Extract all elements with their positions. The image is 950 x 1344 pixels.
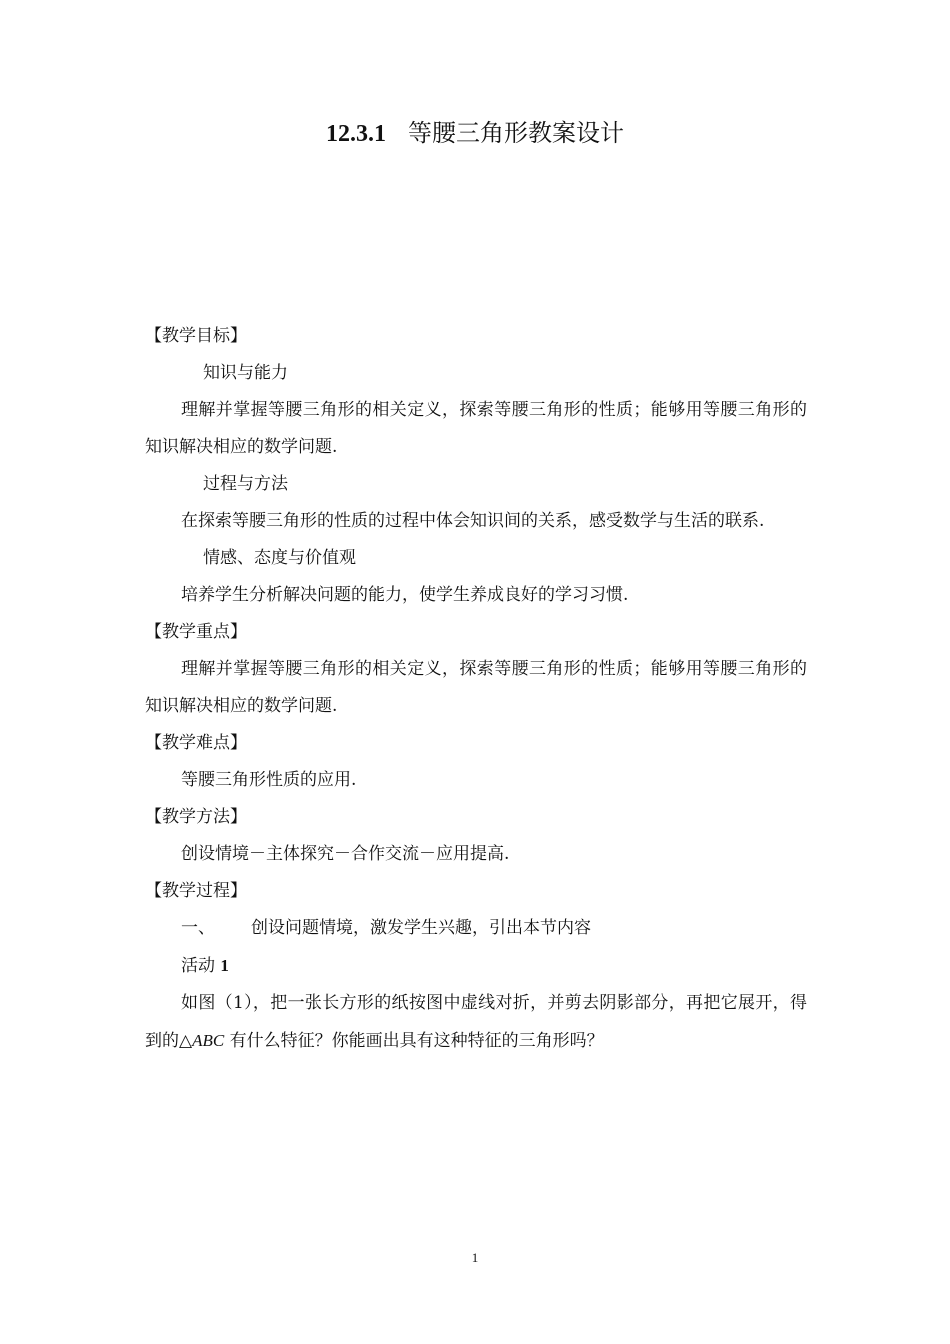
- method-paragraph: 创设情境－主体探究－合作交流－应用提高.: [181, 844, 510, 864]
- process-subheading: 过程与方法: [203, 474, 288, 494]
- activity-text-a: 如图（1），把一张长方形的纸按图中虚线对折，并剪去阴影部分，再把它展开，得到的△: [145, 993, 807, 1051]
- activity-paragraph: [145, 985, 807, 1060]
- title-text: 等腰三角形教案设计: [408, 119, 624, 147]
- step-one-marker: 一、: [181, 918, 215, 938]
- triangle-abc: ABC: [192, 1031, 225, 1050]
- key-points-heading: 【教学重点】: [145, 622, 247, 642]
- activity-text-b: 有什么特征？你能画出具有这种特征的三角形吗？: [224, 1031, 604, 1051]
- page-number: 1: [471, 1250, 479, 1265]
- step-one-line: [145, 910, 807, 947]
- knowledge-subheading: 知识与能力: [203, 363, 288, 383]
- knowledge-paragraph: 理解并掌握等腰三角形的相关定义，探索等腰三角形的性质；能够用等腰三角形的知识解决相应的数学问题.: [145, 400, 807, 457]
- step-one-text: 创设问题情境，激发学生兴趣，引出本节内容: [251, 918, 591, 938]
- activity-number: 1: [220, 956, 229, 975]
- method-heading: 【教学方法】: [145, 807, 247, 827]
- emotion-paragraph: 培养学生分析解决问题的能力，使学生养成良好的学习习惯.: [181, 585, 629, 605]
- difficult-points-heading: 【教学难点】: [145, 733, 247, 753]
- objectives-heading: 【教学目标】: [145, 326, 247, 346]
- activity-label-line: [145, 947, 807, 985]
- activity-label: 活动: [181, 956, 215, 976]
- teaching-process-heading: 【教学过程】: [145, 881, 247, 901]
- key-points-paragraph: 理解并掌握等腰三角形的相关定义，探索等腰三角形的性质；能够用等腰三角形的知识解决相应的数学问题.: [145, 659, 807, 716]
- document-body: [145, 318, 807, 1060]
- title-number: 12.3.1: [326, 121, 386, 147]
- emotion-subheading: 情感、态度与价值观: [203, 548, 356, 568]
- page-title: [0, 117, 950, 150]
- process-paragraph: 在探索等腰三角形的性质的过程中体会知识间的关系，感受数学与生活的联系.: [181, 511, 765, 531]
- difficult-points-paragraph: 等腰三角形性质的应用.: [181, 770, 357, 790]
